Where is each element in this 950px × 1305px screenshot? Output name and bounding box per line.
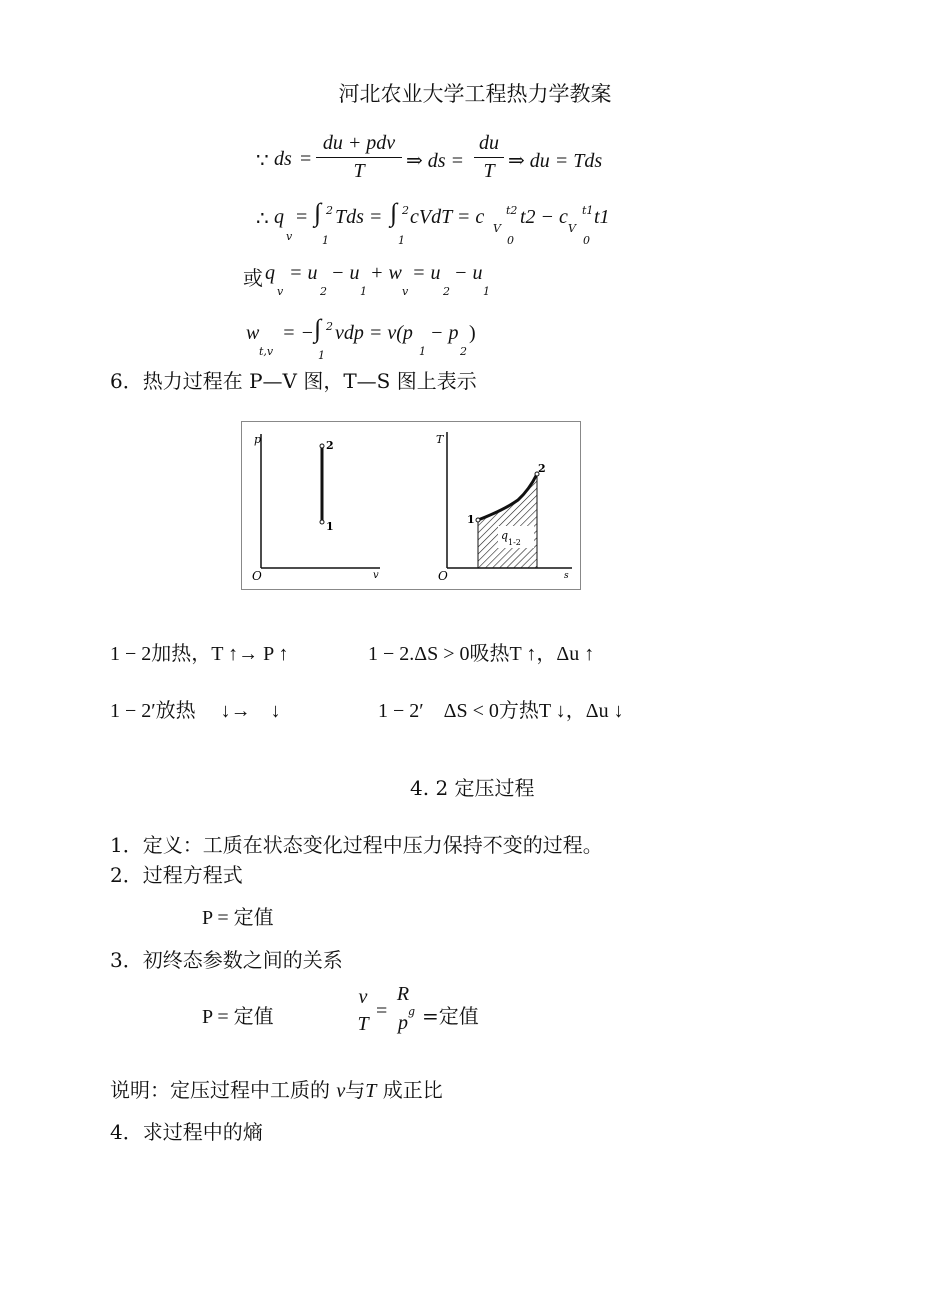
item-2-equation-heading: 2．过程方程式 (110, 863, 243, 887)
eq2-body-1: Tds = (335, 206, 383, 228)
eq1-implies-2: ⇒ du = Tds (508, 150, 603, 172)
note-end: 成正比 (382, 1078, 443, 1102)
or-label: 或 (243, 266, 263, 290)
eq3-u1-sub: 1 (360, 285, 367, 298)
rg-subscript: g (408, 1005, 416, 1018)
eq4-integral: ∫ (314, 314, 322, 343)
pv-point-2 (320, 444, 324, 448)
eq2-c2-sub: V (568, 222, 576, 235)
eq3-part-5: − u (454, 262, 483, 284)
eq3-u2-sub: 2 (320, 285, 327, 298)
note-heating-left: 1 − 2加热，T ↑→ P ↑ (110, 643, 289, 665)
eq3-part-4: = u (412, 262, 441, 284)
eq2-body-2: cVdT = c (410, 206, 485, 228)
eq4-w-sub: t,v (259, 345, 274, 358)
item-4-entropy-heading: 4．求过程中的熵 (110, 1120, 263, 1144)
eq2-c1-lower: 0 (507, 234, 514, 247)
ts-point-1 (476, 518, 480, 522)
pv-point-2-label: 2 (326, 439, 334, 452)
eq3-u2b-sub: 2 (443, 285, 450, 298)
eq4-equals: = − (282, 322, 314, 344)
therefore-symbol: ∴ (256, 208, 269, 230)
ts-x-label: s (564, 571, 569, 581)
eq1-numerator-2: du (479, 132, 499, 154)
note-t: T (365, 1080, 377, 1102)
eq4-p1-sub: 1 (419, 345, 426, 358)
ts-point-2-label: 2 (538, 462, 546, 475)
relations-p-constant: P = 定值 (202, 1006, 274, 1028)
v-over-t-fraction (354, 986, 372, 1036)
note-v: v (336, 1080, 346, 1102)
integral-2: ∫ (390, 198, 398, 227)
ts-diagram (436, 432, 572, 583)
note-cooling-left: 1 − 2′放热 ↓→ ↓ (110, 700, 281, 722)
eq2-t1: t1 (594, 206, 610, 228)
eq4-body: vdp = v(p (335, 322, 413, 344)
p-denominator: p (398, 1012, 408, 1034)
pv-point-1-label: 1 (326, 520, 334, 533)
note-heating-right: 1 − 2.ΔS > 0吸热T ↑，Δu ↑ (368, 643, 595, 665)
note-with: 与 (345, 1078, 366, 1102)
eq3-q-sub: v (277, 285, 284, 298)
eq3-part-3: + w (370, 262, 402, 284)
eq4-w: w (246, 322, 260, 344)
eq3-u1b-sub: 1 (483, 285, 490, 298)
eq4-p2-sub: 2 (460, 345, 467, 358)
eq1-denominator-1: T (353, 160, 365, 182)
eq2-c1-upper: t2 (506, 204, 518, 217)
eq2-equals: = (296, 206, 308, 228)
pv-y-label: p (254, 433, 262, 446)
item-1-definition: 1．定义：工质在状态变化过程中压力保持不变的过程。 (110, 833, 603, 857)
eq1-denominator-2: T (483, 160, 495, 182)
ts-point-1-label: 1 (467, 513, 475, 526)
eq2-c2-lower: 0 (583, 234, 590, 247)
eq1-ds: ds (274, 148, 292, 170)
section-4-2-heading: 4. 2 定压过程 (410, 776, 535, 800)
rg-numerator: R (396, 983, 410, 1005)
ts-area-label: q (501, 529, 509, 542)
ts-y-label: T (436, 433, 444, 446)
relations-equals: = (376, 1000, 388, 1022)
eq3-part-2: − u (331, 262, 360, 284)
integral-2-upper: 2 (402, 204, 409, 217)
note-explanation (110, 1074, 443, 1103)
pv-x-label: v (373, 570, 379, 581)
eq4-close: ) (469, 322, 476, 344)
pv-diagram (252, 433, 380, 583)
section-6-heading: 6．热力过程在 P—V 图，T—S 图上表示 (110, 369, 477, 393)
eq4-integral-lower: 1 (318, 349, 325, 362)
note-text: 说明：定压过程中工质的 (110, 1078, 330, 1102)
note-cooling-right: 1 − 2′ ΔS < 0方热T ↓，Δu ↓ (378, 700, 624, 722)
ts-area-label-sub: 1-2 (508, 538, 521, 547)
integral-2-lower: 1 (398, 234, 405, 247)
eq2-t2: t2 − c (520, 206, 568, 228)
item-3-relations-heading: 3．初终态参数之间的关系 (110, 948, 343, 972)
eq2-c1-sub: V (493, 222, 501, 235)
eq4-minus: − p (430, 322, 459, 344)
t-denominator: T (357, 1013, 369, 1035)
page-header-title: 河北农业大学工程热力学教案 (338, 82, 612, 106)
eq3-part-1: = u (289, 262, 318, 284)
relations-constant: =定值 (422, 1004, 479, 1028)
eq2-q-sub: v (286, 230, 293, 243)
integral-1-lower: 1 (322, 234, 329, 247)
eq1-fraction-1 (316, 132, 402, 183)
equation-p-constant: P = 定值 (202, 907, 274, 929)
integral-1-upper: 2 (326, 204, 333, 217)
pv-ts-figure (241, 421, 581, 590)
ts-origin-label: O (438, 569, 448, 583)
eq1-fraction-2 (474, 132, 504, 183)
eq2-c2-upper: t1 (582, 204, 594, 217)
pv-point-1 (320, 520, 324, 524)
v-numerator: v (358, 986, 368, 1008)
eq3-q: q (265, 262, 275, 284)
eq2-q: q (274, 206, 284, 228)
eq4-integral-upper: 2 (326, 320, 333, 333)
pv-origin-label: O (252, 569, 262, 583)
eq3-w-sub: v (402, 285, 409, 298)
eq1-equals: = (300, 148, 312, 170)
because-symbol: ∵ (256, 150, 269, 172)
eq1-implies-1: ⇒ ds = (406, 150, 465, 172)
pv-ts-diagram-svg (242, 422, 580, 589)
eq1-numerator-1: du + pdv (322, 132, 396, 154)
integral-1: ∫ (314, 198, 322, 227)
